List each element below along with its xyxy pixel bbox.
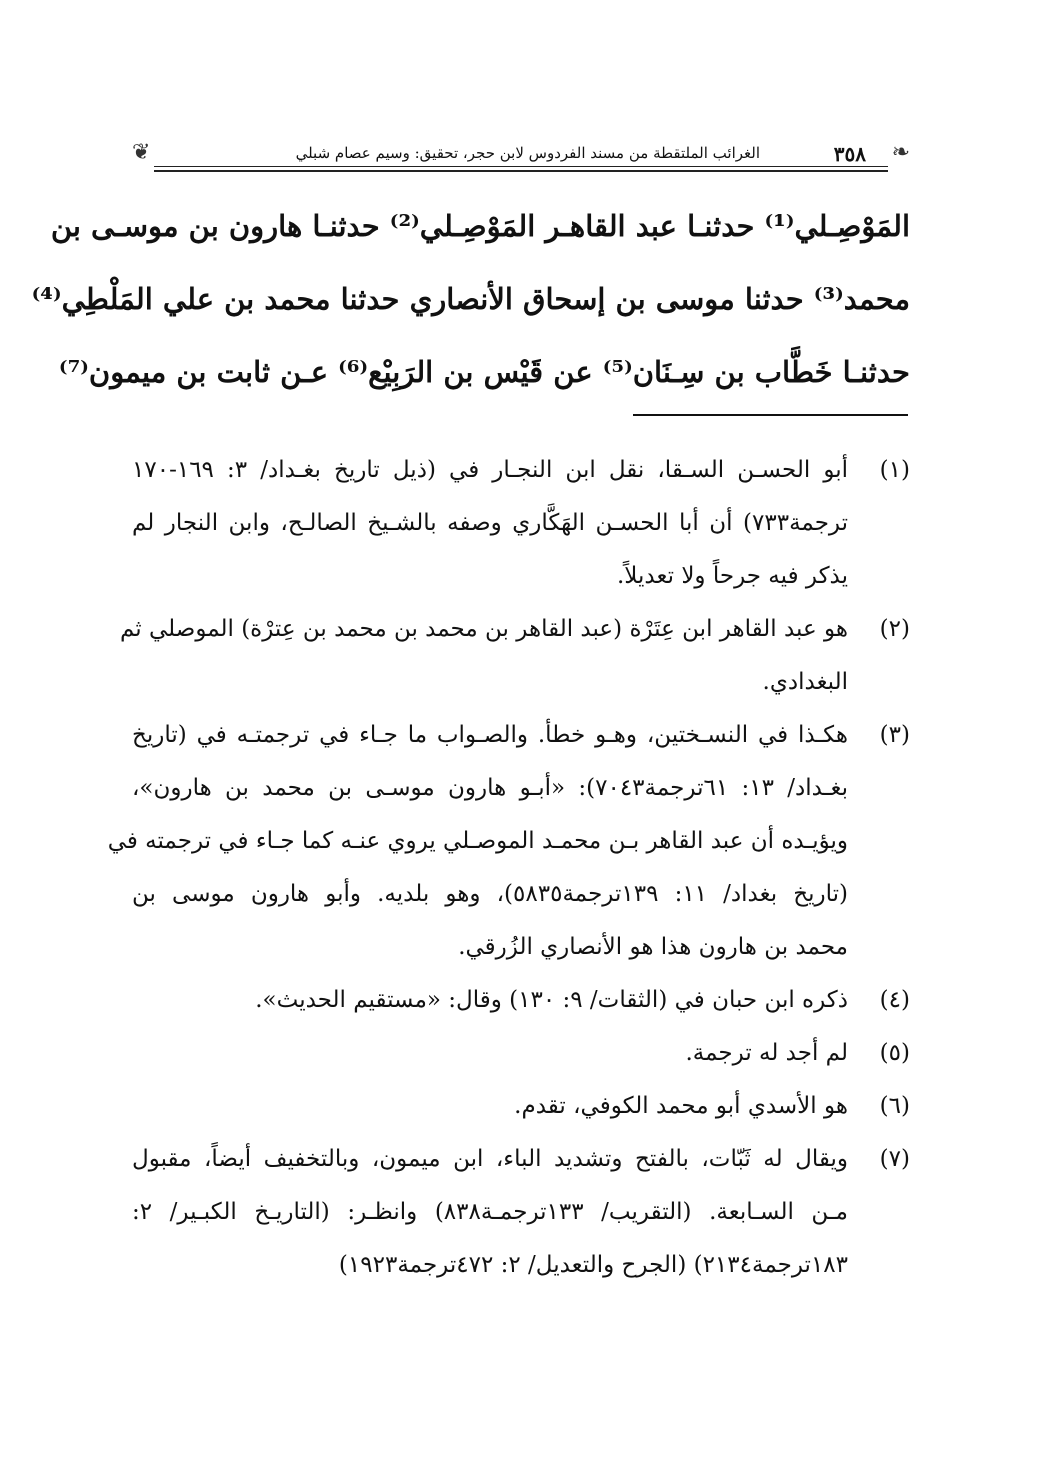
footnote-separator: [633, 414, 908, 416]
main-text-line: محمد⁽³⁾ حدثنا موسى بن إسحاق الأنصاري حدثنا محمد بن علي المَلْطِي⁽⁴⁾: [31, 282, 910, 316]
footnote-line: محمد بن هارون هذا هو الأنصاري الزُرقي.: [458, 934, 848, 960]
footnote-line: لم أجد له ترجمة.: [685, 1040, 848, 1066]
footnote: [119, 603, 910, 709]
footnote-line: يذكر فيه جرحاً ولا تعديلاً.: [617, 563, 848, 589]
footnote-number: (٤): [879, 987, 910, 1013]
footnote-line: ١٨٣ترجمة٢١٣٤) (الجرح والتعديل/ ٢: ٤٧٢ترجمة١٩٢٣): [338, 1252, 848, 1278]
running-header: [132, 140, 910, 180]
footnote: [132, 974, 910, 1027]
footnote-number: (٢): [879, 616, 910, 642]
footnote-line: أبو الحسـن السـقا، نقل ابن النجـار في (ذيل تاريخ بغـداد/ ٣: ١٦٩-١٧٠: [132, 457, 848, 483]
footnote-number: (٦): [879, 1093, 910, 1119]
ornament-right-icon: ❧: [891, 140, 910, 165]
footnote-line: بغـداد/ ١٣: ٦١ترجمة٧٠٤٣): «أبـو هارون موسـى بن محمد بن هارون»،: [132, 775, 848, 801]
footnote: [107, 709, 910, 974]
footnote-line: (تاريخ بغداد/ ١١: ١٣٩ترجمة٥٨٣٥)، وهو بلديه. وأبو هارون موسى بن: [132, 881, 848, 907]
footnote: [132, 1027, 910, 1080]
footnote-line: ويقال له ثَبّات، بالفتح وتشديد الباء، ابن ميمون، وبالتخفيف أيضاً، مقبول: [132, 1146, 848, 1172]
footnote: [132, 1080, 910, 1133]
main-text-line: حدثنـا خَطَّاب بن سِـنَان⁽⁵⁾ عن قَيْس بن الرَبِيْع⁽⁶⁾ عـن ثابت بن ميمون⁽⁷⁾: [58, 355, 910, 389]
footnote-line: ويؤيـده أن عبد القاهر بـن محمـد الموصـلي يروي عنـه كما جـاء في ترجمته في: [107, 828, 848, 854]
footnote-line: ترجمة٧٣٣) أن أبا الحسـن الهَكَّاري وصفه بالشـيخ الصالـح، وابن النجار لم: [132, 510, 848, 536]
ornament-left-icon: ❦: [132, 140, 151, 165]
footnote-number: (٣): [879, 722, 910, 748]
footnote-line: هكـذا في النسـختين، وهـو خطأ. والصـواب ما جـاء في ترجمتـه في (تاريخ: [132, 722, 848, 748]
footnote: [132, 1133, 910, 1292]
main-text: [31, 190, 910, 409]
footnote-line: مـن السـابعة. (التقريب/ ١٣٣ترجمـة٨٣٨) وانظـر: (التاريـخ الكبـير/ ٢:: [132, 1199, 848, 1225]
main-text-line: المَوْصِـلي⁽¹⁾ حدثنـا عبد القاهـر المَوْصِـلي⁽²⁾ حدثنـا هارون بن موسـى بن: [50, 209, 910, 243]
header-rule: [154, 166, 888, 167]
footnote-number: (٥): [879, 1040, 910, 1066]
header-rule-thick: [154, 170, 888, 172]
footnote-line: البغدادي.: [762, 669, 848, 695]
footnote-line: هو عبد القاهر ابن عِتَرْة (عبد القاهر بن محمد بن محمد بن عِترْة) الموصلي ثم: [119, 616, 848, 642]
running-title: الغرائب الملتقطة من مسند الفردوس لابن حجر، تحقيق: وسيم عصام شبلي: [295, 144, 760, 162]
footnote: [132, 444, 910, 603]
footnote-number: (١): [879, 457, 910, 483]
footnote-line: ذكره ابن حبان في (الثقات/ ٩: ١٣٠) وقال: «مستقيم الحديث».: [255, 987, 848, 1013]
page-number: ٣٥٨: [833, 142, 866, 166]
footnote-number: (٧): [879, 1146, 910, 1172]
footnote-line: هو الأسدي أبو محمد الكوفي، تقدم.: [514, 1093, 848, 1119]
footnotes: [107, 444, 910, 1292]
